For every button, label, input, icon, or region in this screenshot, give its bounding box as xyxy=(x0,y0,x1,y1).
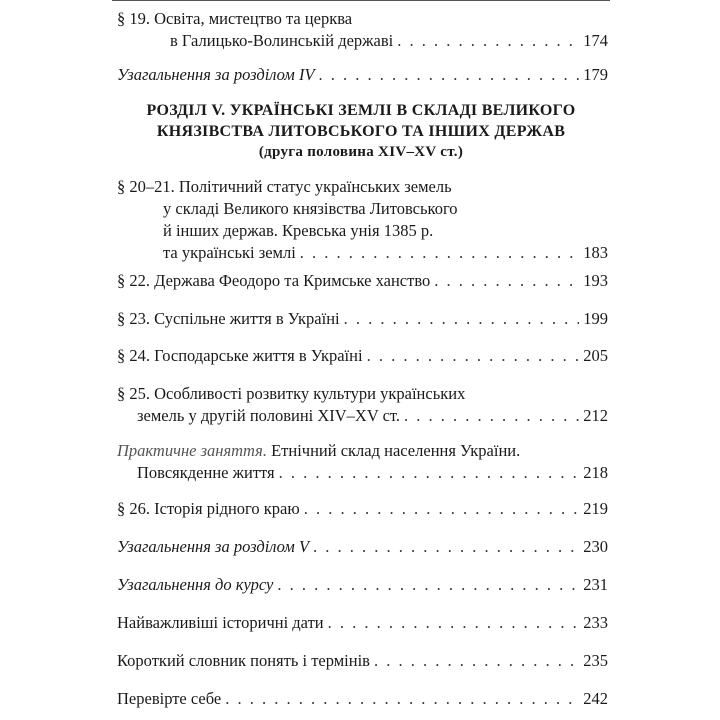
toc-entry-25[interactable] xyxy=(117,383,608,427)
toc-entry-23[interactable] xyxy=(117,308,608,330)
top-rule xyxy=(112,0,610,1)
page-number: 242 xyxy=(583,689,608,708)
page-number: 199 xyxy=(583,309,608,328)
page-number: 231 xyxy=(583,575,608,594)
entry-title-cont: у складі Великого князівства Литовського xyxy=(163,199,458,218)
leader-dots xyxy=(367,345,580,367)
leader-dots xyxy=(300,242,579,264)
page-number: 230 xyxy=(583,537,608,556)
page-number: 205 xyxy=(583,346,608,365)
toc-entry-glossary[interactable] xyxy=(117,650,608,672)
page-number: 193 xyxy=(583,271,608,290)
section-title-line2: КНЯЗІВСТВА ЛИТОВСЬКОГО ТА ІНШИХ ДЕРЖАВ xyxy=(156,123,566,140)
page-number: 219 xyxy=(583,499,608,518)
entry-title: Перевірте себе xyxy=(117,689,222,708)
page-number: 174 xyxy=(583,31,608,50)
page-number: 183 xyxy=(583,243,608,262)
toc-entry-summary-course[interactable] xyxy=(117,574,608,596)
leader-dots xyxy=(374,650,579,672)
leader-dots xyxy=(434,270,579,292)
toc-entry-summary-4[interactable] xyxy=(117,64,608,86)
leader-dots xyxy=(279,462,580,484)
leader-dots xyxy=(225,688,579,710)
page-number: 233 xyxy=(583,613,608,632)
practical-label: Практичне заняття. xyxy=(117,441,267,460)
entry-title: Узагальнення за розділом V xyxy=(117,537,310,556)
leader-dots xyxy=(277,574,579,596)
page-number: 235 xyxy=(583,651,608,670)
toc-entry-summary-5[interactable] xyxy=(117,536,608,558)
leader-dots xyxy=(313,536,579,558)
entry-title: Узагальнення до курсу xyxy=(117,575,274,594)
entry-title: Узагальнення за розділом IV xyxy=(117,65,315,84)
entry-title: § 23. Суспільне життя в Україні xyxy=(117,309,340,328)
entry-title: Етнічний склад населення України. xyxy=(266,441,521,460)
toc-entry-22[interactable] xyxy=(117,270,608,292)
toc-entry-19[interactable] xyxy=(117,8,608,52)
toc-entry-practical[interactable] xyxy=(117,440,608,484)
entry-title: § 22. Держава Феодоро та Кримське ханство xyxy=(117,271,431,290)
leader-dots xyxy=(319,64,580,86)
leader-dots xyxy=(304,498,580,520)
leader-dots xyxy=(344,308,580,330)
toc-entry-check[interactable] xyxy=(117,688,608,710)
page-number: 212 xyxy=(583,406,608,425)
page-number: 179 xyxy=(583,65,608,84)
entry-title: Короткий словник понять і термінів xyxy=(117,651,370,670)
entry-title: § 20–21. Політичний статус українських земель xyxy=(117,177,452,196)
entry-title-cont: та українські землі xyxy=(163,243,296,262)
entry-title: § 25. Особливості розвитку культури українських xyxy=(117,384,466,403)
toc-entry-24[interactable] xyxy=(117,345,608,367)
toc-entry-26[interactable] xyxy=(117,498,608,520)
entry-title-cont: земель у другій половині XIV–XV ст. xyxy=(137,406,401,425)
entry-title: Найважливіші історичні дати xyxy=(117,613,324,632)
section-heading xyxy=(112,100,610,163)
entry-title: § 24. Господарське життя в Україні xyxy=(117,346,363,365)
page-number: 218 xyxy=(583,463,608,482)
entry-title: § 19. Освіта, мистецтво та церква xyxy=(117,9,353,28)
section-title-line1: РОЗДІЛ V. УКРАЇНСЬКІ ЗЕМЛІ В СКЛАДІ ВЕЛИКОГО xyxy=(146,102,576,119)
entry-title: § 26. Історія рідного краю xyxy=(117,499,300,518)
toc-entry-20-21[interactable] xyxy=(117,176,608,264)
leader-dots xyxy=(404,405,579,427)
entry-title-cont: й інших держав. Кревська унія 1385 р. xyxy=(163,221,434,240)
entry-title-cont: в Галицько-Волинській державі xyxy=(170,31,394,50)
entry-title-cont: Повсякденне життя xyxy=(137,463,275,482)
leader-dots xyxy=(328,612,580,634)
toc-entry-dates[interactable] xyxy=(117,612,608,634)
section-subtitle: (друга половина XIV–XV ст.) xyxy=(258,144,464,160)
leader-dots xyxy=(397,30,579,52)
